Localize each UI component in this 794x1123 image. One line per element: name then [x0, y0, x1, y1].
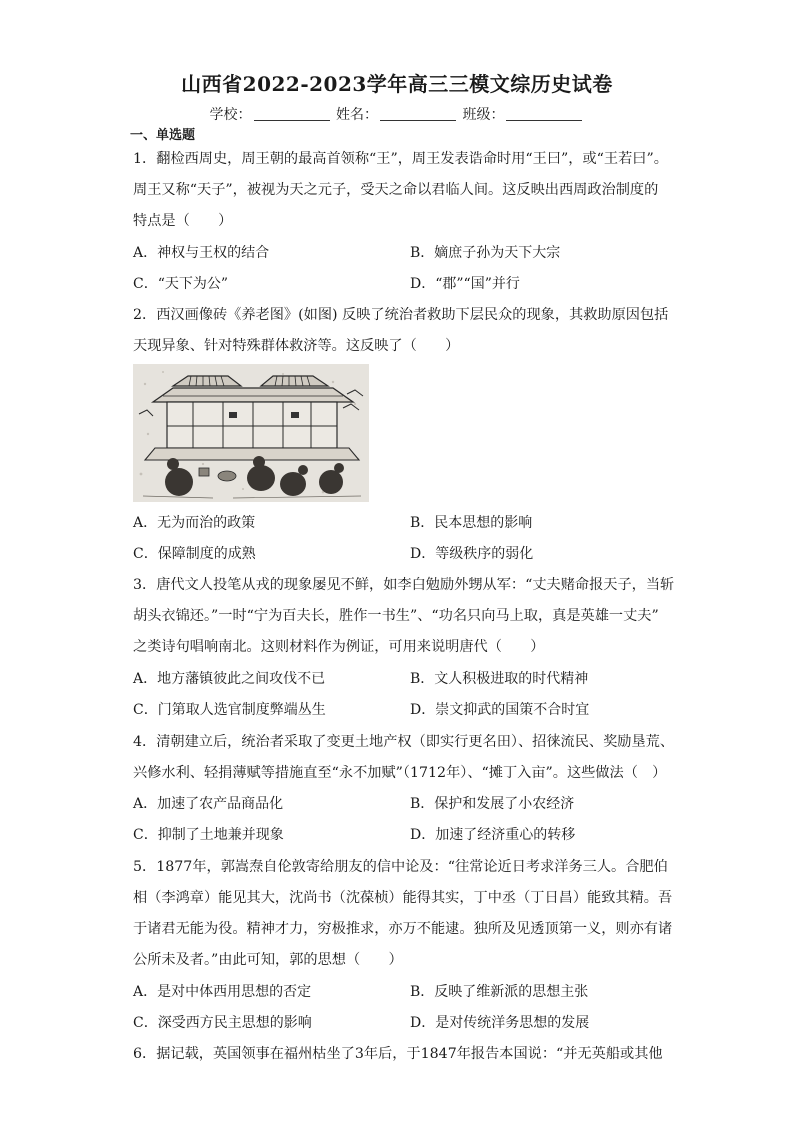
question-1-option-a[interactable]: A．神权与王权的结合	[133, 245, 270, 261]
question-1-line-3: 特点是（ ）	[133, 213, 233, 229]
question-4-option-b[interactable]: B．保护和发展了小农经济	[410, 796, 575, 812]
question-3-option-a[interactable]: A．地方藩镇彼此之间攻伐不已	[133, 671, 326, 687]
student-info-row	[0, 104, 794, 124]
question-2-option-a[interactable]: A．无为而治的政策	[133, 515, 256, 531]
question-3-line-2: 胡头衣锦还。”一时“宁为百夫长，胜作一书生”、“功名只向马上取，真是英雄一丈夫”	[133, 608, 659, 624]
question-6-line-1: 6．据记载，英国领事在福州枯坐了3年后，于1847年报告本国说：“并无英船或其他	[133, 1046, 663, 1062]
question-1-option-c[interactable]: C．“天下为公”	[133, 276, 229, 292]
question-5-option-a[interactable]: A．是对中体西用思想的否定	[133, 984, 312, 1000]
yanglao-tu-brick-image	[133, 364, 369, 502]
question-2-option-c[interactable]: C．保障制度的成熟	[133, 546, 256, 562]
question-1-option-b[interactable]: B．嫡庶子孙为天下大宗	[410, 245, 561, 261]
question-5-line-2: 相（李鸿章）能见其大，沈尚书（沈葆桢）能得其实，丁中丞（丁日昌）能致其精。吾	[133, 890, 673, 906]
name-field[interactable]	[380, 106, 456, 121]
question-4-option-a[interactable]: A．加速了农产品商品化	[133, 796, 284, 812]
question-3-line-1: 3．唐代文人投笔从戎的现象屡见不鲜，如李白勉励外甥从军：“丈夫赌命报天子，当斩	[133, 577, 675, 593]
question-3-option-d[interactable]: D．崇文抑武的国策不合时宜	[410, 702, 590, 718]
question-2-option-b[interactable]: B．民本思想的影响	[410, 515, 533, 531]
question-4-line-2: 兴修水利、轻捐薄赋等措施直至“永不加赋”（1712年）、“摊丁入亩”。这些做法（ ）	[133, 765, 667, 781]
section-heading: 一、单选题	[130, 128, 196, 143]
question-3-option-c[interactable]: C．门第取人选官制度弊端丛生	[133, 702, 326, 718]
question-5-option-c[interactable]: C．深受西方民主思想的影响	[133, 1015, 312, 1031]
question-5-option-d[interactable]: D．是对传统洋务思想的发展	[410, 1015, 590, 1031]
question-2-option-d[interactable]: D．等级秩序的弱化	[410, 546, 534, 562]
question-1-option-d[interactable]: D．“郡”“国”并行	[410, 276, 520, 292]
school-label: 学校：	[209, 107, 252, 123]
question-3-option-b[interactable]: B．文人积极进取的时代精神	[410, 671, 589, 687]
class-label: 班级：	[462, 107, 505, 123]
question-5-option-b[interactable]: B．反映了维新派的思想主张	[410, 984, 589, 1000]
name-label: 姓名：	[336, 107, 378, 123]
question-4-option-c[interactable]: C．抑制了土地兼并现象	[133, 827, 284, 843]
question-4-option-d[interactable]: D．加速了经济重心的转移	[410, 827, 576, 843]
question-3-line-3: 之类诗句唱响南北。这则材料作为例证，可用来说明唐代（ ）	[133, 639, 545, 655]
question-4-line-1: 4．清朝建立后，统治者采取了变更土地产权（即实行更名田）、招徕流民、奖励垦荒、	[133, 734, 675, 750]
question-2-line-1: 2．西汉画像砖《养老图》(如图) 反映了统治者救助下层民众的现象，其救助原因包括	[133, 307, 669, 323]
question-5-line-1: 5．1877年，郭嵩焘自伦敦寄给朋友的信中论及：“往常论近日考求洋务三人。合肥伯	[133, 859, 668, 875]
page-title: 山西省2022-2023学年高三三模文综历史试卷	[181, 72, 613, 96]
question-1-line-2: 周王又称“天子”，被视为天之元子，受天之命以君临人间。这反映出西周政治制度的	[133, 182, 659, 198]
question-1-line-1: 1．翻检西周史，周王朝的最高首领称“王”，周王发表诰命时用“王曰”，或“王若曰”。	[133, 151, 668, 167]
school-field[interactable]	[254, 106, 330, 121]
question-5-line-3: 于诸君无能为役。精神才力，穷极推求，亦万不能逮。独所及见透顶第一义，则亦有诸	[133, 921, 673, 937]
question-2-line-2: 天现异象、针对特殊群体救济等。这反映了（ ）	[133, 338, 460, 354]
question-5-line-4: 公所未及者。”由此可知，郭的思想（ ）	[133, 952, 403, 968]
class-field[interactable]	[506, 106, 582, 121]
